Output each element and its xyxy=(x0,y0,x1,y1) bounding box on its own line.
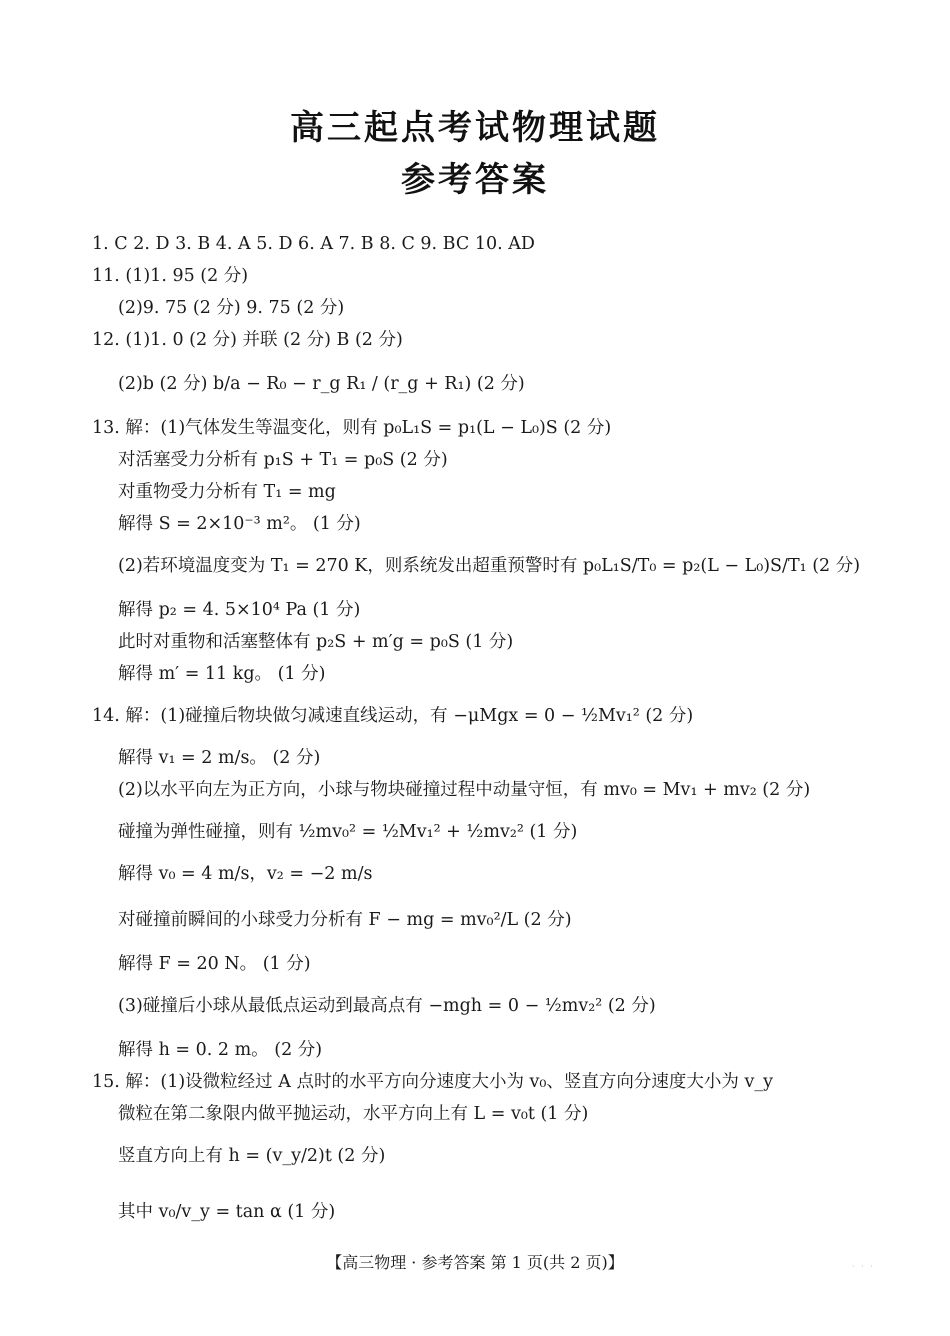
answer-line: 12. (1)1. 0 (2 分) 并联 (2 分) B (2 分) xyxy=(92,330,403,350)
answer-line: 解得 v₀ = 4 m/s，v₂ = −2 m/s xyxy=(118,864,373,884)
answer-line: 竖直方向上有 h = (v_y/2)t (2 分) xyxy=(118,1146,386,1166)
answer-line: 碰撞为弹性碰撞，则有 ½mv₀² = ½Mv₁² + ½mv₂² (1 分) xyxy=(118,822,578,842)
answer-line: 15. 解：(1)设微粒经过 A 点时的水平方向分速度大小为 v₀、竖直方向分速度大小为 v_y xyxy=(92,1072,773,1092)
answer-line: 14. 解：(1)碰撞后物块做匀减速直线运动，有 −μMgx = 0 − ½Mv₁² (2 分) xyxy=(92,706,694,726)
answer-line: 解得 m′ = 11 kg。 (1 分) xyxy=(118,664,326,684)
answer-line: 解得 F = 20 N。 (1 分) xyxy=(118,954,311,974)
answer-line: 微粒在第二象限内做平抛运动，水平方向上有 L = v₀t (1 分) xyxy=(118,1104,589,1124)
page-title: 高三起点考试物理试题 xyxy=(290,108,660,148)
answer-line: 1. C 2. D 3. B 4. A 5. D 6. A 7. B 8. C 9. BC 10. AD xyxy=(92,234,535,254)
answer-line: 对重物受力分析有 T₁ = mg xyxy=(118,482,336,502)
answer-line: 解得 S = 2×10⁻³ m²。 (1 分) xyxy=(118,514,361,534)
answer-line: 其中 v₀/v_y = tan α (1 分) xyxy=(118,1202,336,1222)
answer-line: (2)b (2 分) b/a − R₀ − r_g R₁ / (r_g + R₁) (2 分) xyxy=(118,374,525,394)
answer-line: (3)碰撞后小球从最低点运动到最高点有 −mgh = 0 − ½mv₂² (2 分) xyxy=(118,996,656,1016)
page-footer: 【高三物理 · 参考答案 第 1 页(共 2 页)】 xyxy=(326,1253,624,1272)
page-subtitle: 参考答案 xyxy=(401,160,549,200)
corner-mark: · · · xyxy=(852,1262,875,1271)
answer-line: 解得 v₁ = 2 m/s。 (2 分) xyxy=(118,748,321,768)
answer-line: 对活塞受力分析有 p₁S + T₁ = p₀S (2 分) xyxy=(118,450,448,470)
answer-line: 解得 h = 0. 2 m。 (2 分) xyxy=(118,1040,323,1060)
answer-line: 解得 p₂ = 4. 5×10⁴ Pa (1 分) xyxy=(118,600,361,620)
answer-line: 此时对重物和活塞整体有 p₂S + m′g = p₀S (1 分) xyxy=(118,632,514,652)
answer-line: 11. (1)1. 95 (2 分) xyxy=(92,266,249,286)
answer-line: 13. 解：(1)气体发生等温变化，则有 p₀L₁S = p₁(L − L₀)S (2 分) xyxy=(92,418,612,438)
answer-line: (2)9. 75 (2 分) 9. 75 (2 分) xyxy=(118,298,345,318)
answer-line: (2)以水平向左为正方向，小球与物块碰撞过程中动量守恒，有 mv₀ = Mv₁ + mv₂ (2 分) xyxy=(118,780,811,800)
answer-line: 对碰撞前瞬间的小球受力分析有 F − mg = mv₀²/L (2 分) xyxy=(118,910,572,930)
answer-line: (2)若环境温度变为 T₁ = 270 K，则系统发出超重预警时有 p₀L₁S/T₀ = p₂(L − L₀)S/T₁ (2 分) xyxy=(118,556,861,576)
